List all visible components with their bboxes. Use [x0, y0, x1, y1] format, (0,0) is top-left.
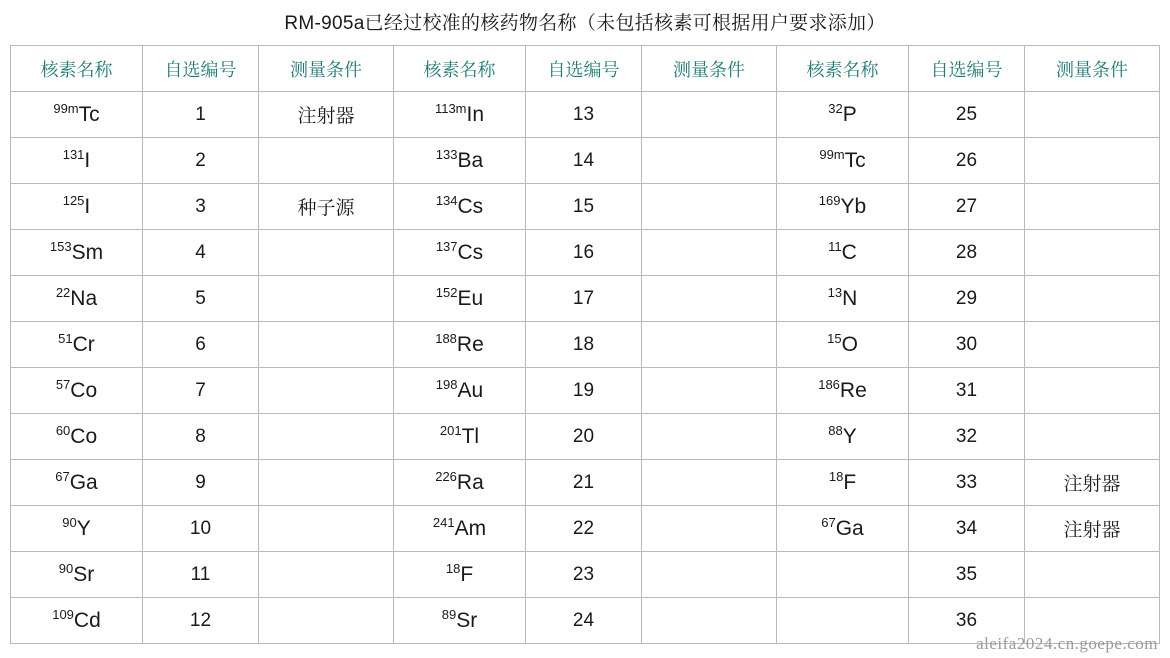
cell-nuclide-1: $^{22}$Na [11, 276, 143, 322]
mass-number: 226 [435, 468, 457, 484]
table-container [0, 45, 1170, 644]
cell-number-3: 28 [909, 230, 1025, 276]
table-header [11, 46, 1160, 92]
table-row [11, 230, 1160, 276]
cell-number-3: 30 [909, 322, 1025, 368]
mass-number: 18 [445, 560, 461, 576]
cell-condition-1 [259, 552, 394, 598]
cell-number-2: 17 [526, 276, 642, 322]
cell-number-2: 24 [526, 598, 642, 644]
mass-number: 125 [62, 192, 85, 208]
mass-number: 51 [58, 330, 73, 346]
mass-number: 109 [52, 606, 74, 622]
mass-number: 89 [441, 606, 457, 622]
cell-condition-1 [259, 138, 394, 184]
cell-condition-2 [642, 506, 777, 552]
cell-condition-1 [259, 414, 394, 460]
cell-nuclide-2: $^{152}$Eu [394, 276, 526, 322]
cell-nuclide-2: $^{226}$Ra [394, 460, 526, 506]
table-row [11, 322, 1160, 368]
cell-condition-2 [642, 460, 777, 506]
cell-condition-1 [259, 506, 394, 552]
cell-condition-2 [642, 230, 777, 276]
cell-nuclide-1: $^{131}$I [11, 138, 143, 184]
mass-number: 32 [828, 100, 843, 116]
cell-condition-2 [642, 138, 777, 184]
cell-number-2: 13 [526, 92, 642, 138]
cell-nuclide-2: $^{198}$Au [394, 368, 526, 414]
mass-number: 18 [828, 468, 844, 484]
cell-condition-2 [642, 184, 777, 230]
cell-condition-3 [1025, 368, 1160, 414]
cell-nuclide-3: $^{169}$Yb [777, 184, 909, 230]
cell-nuclide-1: $^{51}$Cr [11, 322, 143, 368]
table-header-row [11, 46, 1160, 92]
cell-number-1: 1 [143, 92, 259, 138]
cell-condition-2 [642, 276, 777, 322]
mass-number: 57 [55, 376, 71, 392]
cell-condition-2 [642, 92, 777, 138]
cell-number-3: 26 [909, 138, 1025, 184]
cell-number-2: 19 [526, 368, 642, 414]
cell-condition-2 [642, 414, 777, 460]
cell-number-2: 14 [526, 138, 642, 184]
mass-number: 90 [58, 560, 74, 576]
cell-number-3: 35 [909, 552, 1025, 598]
cell-number-2: 15 [526, 184, 642, 230]
cell-number-2: 20 [526, 414, 642, 460]
cell-nuclide-2: $^{113m}$In [394, 92, 526, 138]
cell-number-3: 27 [909, 184, 1025, 230]
cell-nuclide-2: $^{241}$Am [394, 506, 526, 552]
cell-condition-1: 注射器 [259, 92, 394, 138]
mass-number: 113m [434, 100, 467, 116]
cell-number-1: 8 [143, 414, 259, 460]
mass-number: 188 [435, 330, 457, 346]
cell-number-3: 32 [909, 414, 1025, 460]
cell-nuclide-3: $^{15}$O [777, 322, 909, 368]
cell-condition-3 [1025, 184, 1160, 230]
cell-number-1: 5 [143, 276, 259, 322]
mass-number: 60 [55, 422, 71, 438]
cell-number-3: 33 [909, 460, 1025, 506]
cell-nuclide-1: $^{90}$Y [11, 506, 143, 552]
mass-number: 88 [828, 422, 843, 438]
table-row [11, 506, 1160, 552]
cell-nuclide-1: $^{90}$Sr [11, 552, 143, 598]
cell-number-3: 31 [909, 368, 1025, 414]
cell-nuclide-3 [777, 552, 909, 598]
cell-nuclide-3: $^{13}$N [777, 276, 909, 322]
cell-number-1: 3 [143, 184, 259, 230]
column-header-condition-2: 测量条件 [642, 46, 777, 92]
cell-condition-3 [1025, 230, 1160, 276]
cell-condition-2 [642, 368, 777, 414]
cell-nuclide-2: $^{134}$Cs [394, 184, 526, 230]
mass-number: 198 [435, 376, 458, 392]
mass-number: 134 [435, 192, 458, 208]
cell-condition-2 [642, 322, 777, 368]
cell-number-1: 2 [143, 138, 259, 184]
cell-condition-1 [259, 368, 394, 414]
mass-number: 15 [827, 330, 842, 346]
mass-number: 137 [435, 238, 458, 254]
cell-condition-1 [259, 460, 394, 506]
mass-number: 201 [439, 422, 462, 438]
mass-number: 13 [827, 284, 843, 300]
mass-number: 22 [55, 284, 71, 300]
cell-nuclide-1: $^{109}$Cd [11, 598, 143, 644]
mass-number: 67 [55, 468, 70, 484]
mass-number: 11 [828, 238, 842, 254]
column-header-condition-3: 测量条件 [1025, 46, 1160, 92]
table-row [11, 414, 1160, 460]
cell-condition-2 [642, 598, 777, 644]
cell-nuclide-3 [777, 598, 909, 644]
nuclide-table [10, 45, 1160, 644]
cell-nuclide-3: $^{32}$P [777, 92, 909, 138]
column-header-condition-1: 测量条件 [259, 46, 394, 92]
cell-nuclide-2: $^{201}$Tl [394, 414, 526, 460]
column-header-nuclide-3: 核素名称 [777, 46, 909, 92]
table-row [11, 92, 1160, 138]
column-header-number-3: 自选编号 [909, 46, 1025, 92]
table-row [11, 460, 1160, 506]
column-header-number-1: 自选编号 [143, 46, 259, 92]
mass-number: 241 [432, 514, 455, 530]
cell-condition-3 [1025, 414, 1160, 460]
table-row [11, 368, 1160, 414]
cell-condition-3 [1025, 92, 1160, 138]
cell-condition-1 [259, 276, 394, 322]
cell-nuclide-2: $^{137}$Cs [394, 230, 526, 276]
cell-condition-2 [642, 552, 777, 598]
cell-number-3: 36 [909, 598, 1025, 644]
cell-nuclide-1: $^{153}$Sm [11, 230, 143, 276]
cell-number-1: 6 [143, 322, 259, 368]
cell-nuclide-3: $^{186}$Re [777, 368, 909, 414]
mass-number: 169 [818, 192, 841, 208]
column-header-number-2: 自选编号 [526, 46, 642, 92]
mass-number: 131 [62, 146, 85, 162]
cell-condition-1 [259, 598, 394, 644]
cell-nuclide-1: $^{57}$Co [11, 368, 143, 414]
cell-nuclide-1: $^{99m}$Tc [11, 92, 143, 138]
cell-number-1: 10 [143, 506, 259, 552]
cell-nuclide-2: $^{188}$Re [394, 322, 526, 368]
cell-number-2: 23 [526, 552, 642, 598]
mass-number: 99m [819, 146, 845, 162]
cell-number-2: 21 [526, 460, 642, 506]
cell-nuclide-3: $^{11}$C [777, 230, 909, 276]
table-body [11, 92, 1160, 644]
cell-nuclide-2: $^{89}$Sr [394, 598, 526, 644]
cell-number-2: 16 [526, 230, 642, 276]
cell-nuclide-2: $^{133}$Ba [394, 138, 526, 184]
cell-condition-1 [259, 230, 394, 276]
cell-condition-3 [1025, 276, 1160, 322]
cell-number-2: 18 [526, 322, 642, 368]
table-row [11, 138, 1160, 184]
cell-number-2: 22 [526, 506, 642, 552]
watermark: aleifa2024.cn.goepe.com [976, 634, 1158, 653]
cell-nuclide-1: $^{60}$Co [11, 414, 143, 460]
page-title: RM-905a已经过校准的核药物名称（未包括核素可根据用户要求添加） [284, 13, 886, 34]
table-row [11, 552, 1160, 598]
cell-number-1: 11 [143, 552, 259, 598]
mass-number: 153 [49, 238, 72, 254]
column-header-nuclide-1: 核素名称 [11, 46, 143, 92]
cell-nuclide-1: $^{67}$Ga [11, 460, 143, 506]
cell-condition-3: 注射器 [1025, 506, 1160, 552]
mass-number: 186 [818, 376, 840, 392]
table-row [11, 184, 1160, 230]
cell-number-1: 9 [143, 460, 259, 506]
cell-condition-1 [259, 322, 394, 368]
cell-nuclide-3: $^{18}$F [777, 460, 909, 506]
column-header-nuclide-2: 核素名称 [394, 46, 526, 92]
cell-nuclide-3: $^{67}$Ga [777, 506, 909, 552]
mass-number: 99m [53, 100, 79, 116]
cell-condition-3: 注射器 [1025, 460, 1160, 506]
cell-number-1: 7 [143, 368, 259, 414]
cell-number-1: 12 [143, 598, 259, 644]
mass-number: 133 [435, 146, 458, 162]
cell-nuclide-1: $^{125}$I [11, 184, 143, 230]
cell-number-3: 29 [909, 276, 1025, 322]
cell-number-1: 4 [143, 230, 259, 276]
cell-condition-3 [1025, 322, 1160, 368]
table-row [11, 276, 1160, 322]
mass-number: 67 [821, 514, 836, 530]
cell-nuclide-3: $^{88}$Y [777, 414, 909, 460]
cell-nuclide-3: $^{99m}$Tc [777, 138, 909, 184]
mass-number: 152 [435, 284, 458, 300]
cell-condition-3 [1025, 138, 1160, 184]
cell-number-3: 34 [909, 506, 1025, 552]
cell-condition-3 [1025, 552, 1160, 598]
cell-nuclide-2: $^{18}$F [394, 552, 526, 598]
cell-condition-1: 种子源 [259, 184, 394, 230]
mass-number: 90 [62, 514, 77, 530]
cell-number-3: 25 [909, 92, 1025, 138]
